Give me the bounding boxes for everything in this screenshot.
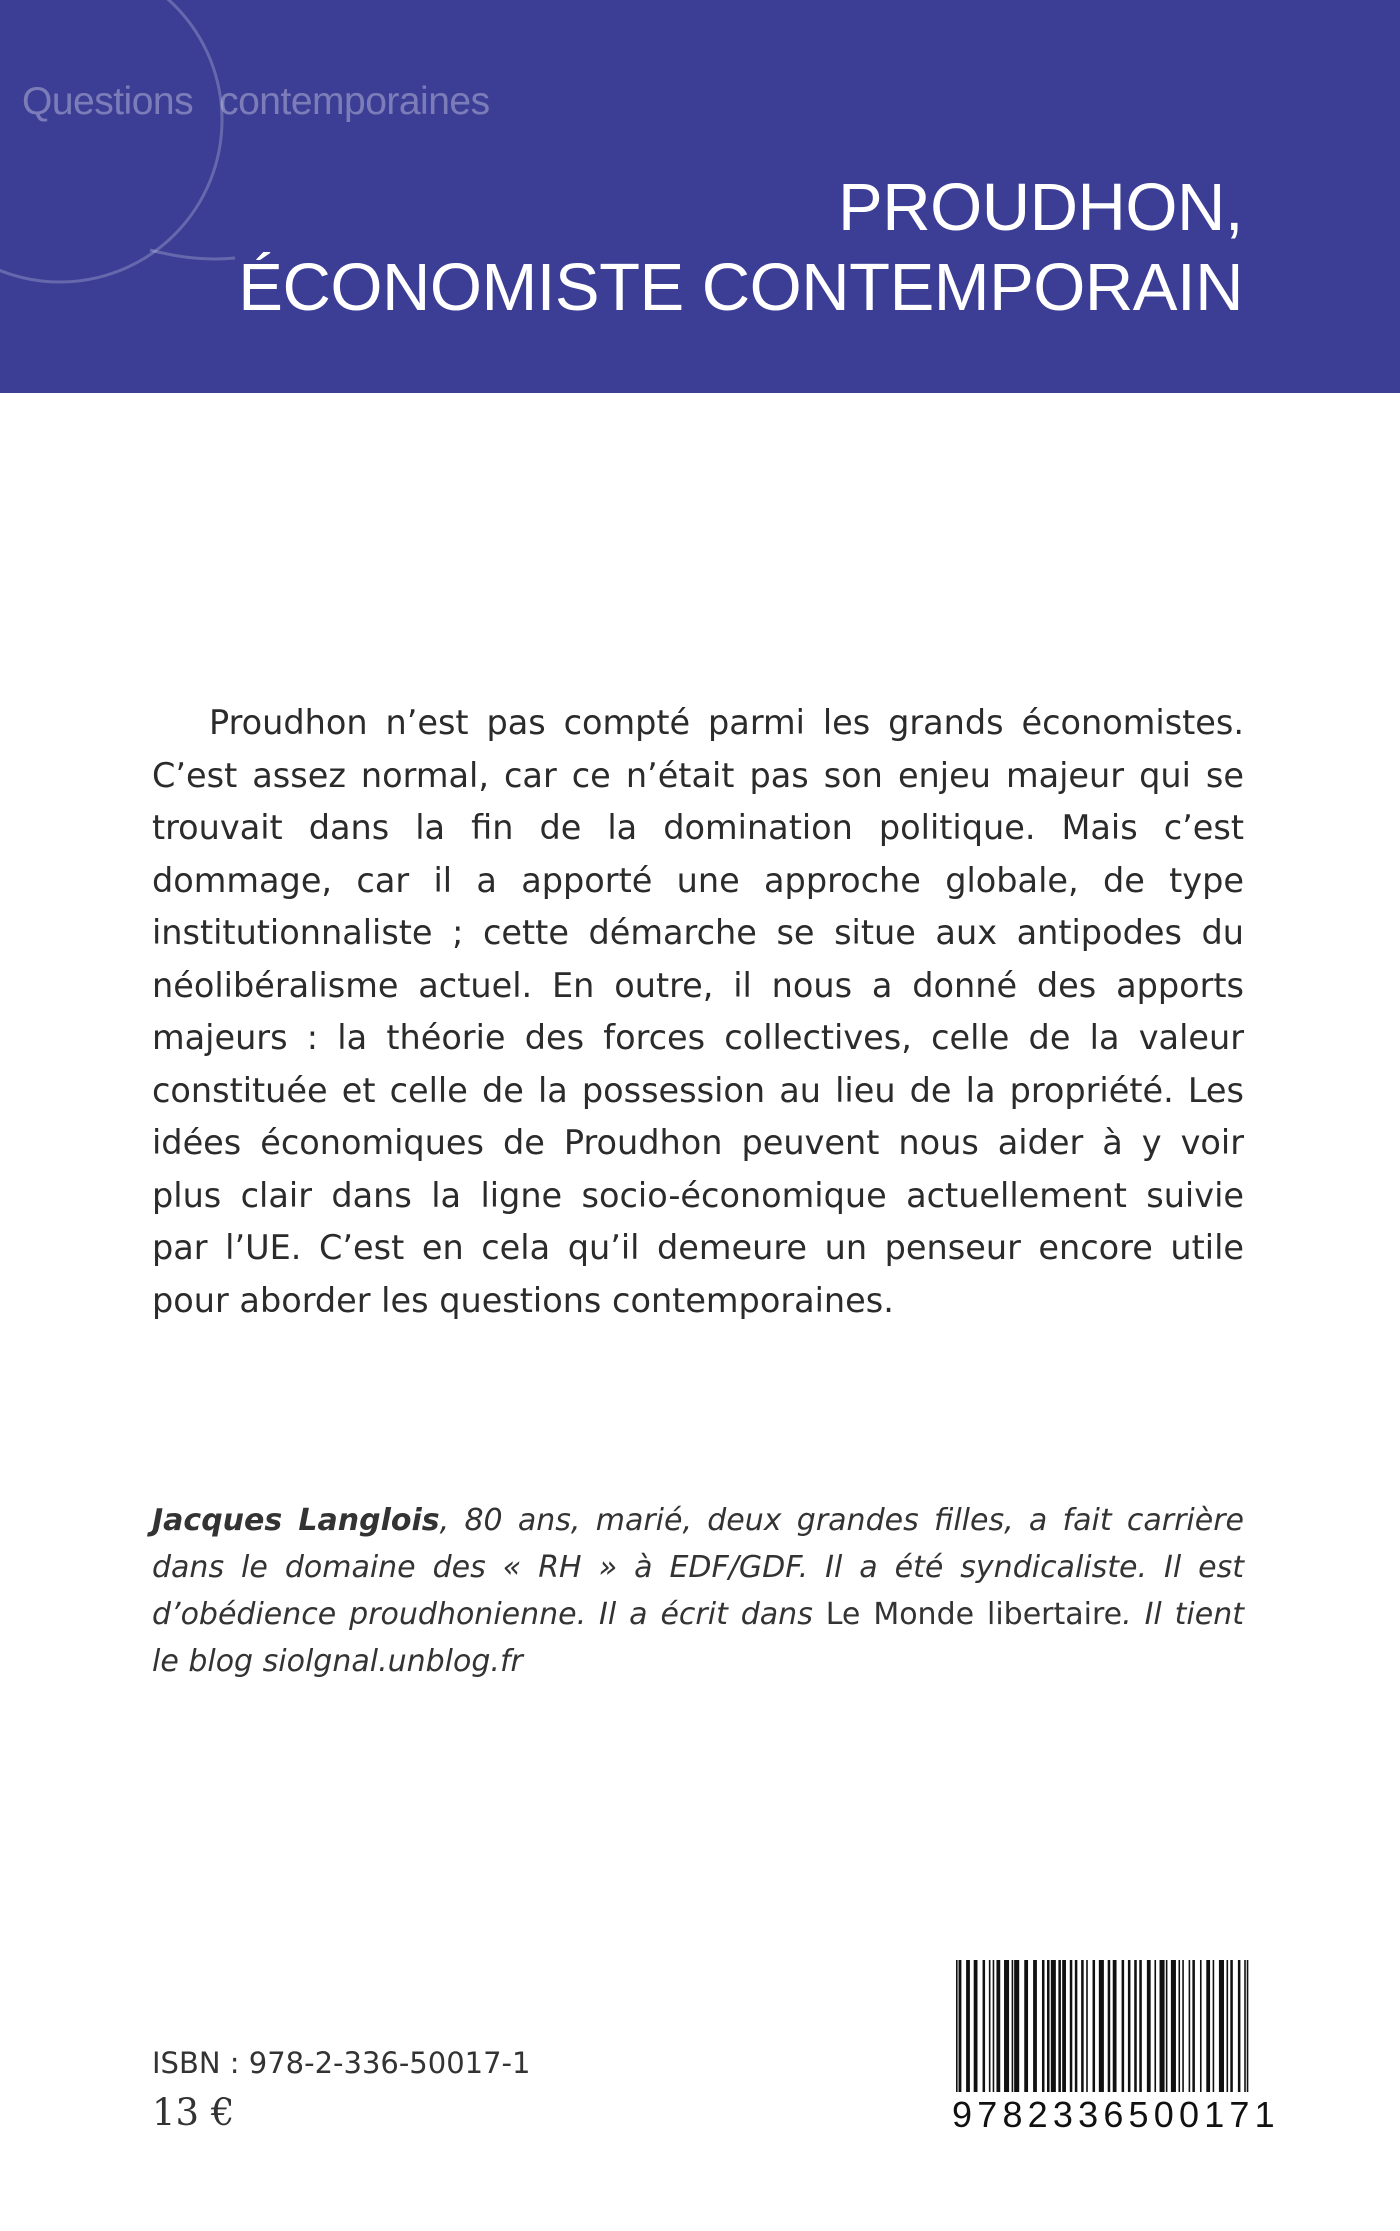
barcode-bar [983,1960,986,2092]
barcode-bar [960,1960,962,2092]
barcode-bar [1099,1960,1104,2092]
barcode-bars [952,1960,1252,2100]
barcode-bar [1182,1960,1184,2092]
barcode-bar [1238,1960,1241,2092]
barcode-bar [993,1960,995,2092]
barcode-bar [1139,1960,1142,2092]
barcode-bar [1004,1960,1009,2092]
barcode-bar [1075,1960,1078,2092]
barcode-bar [1244,1960,1246,2092]
barcode-bar [1171,1960,1176,2092]
barcode-bar [1166,1960,1168,2092]
barcode-bar [1230,1960,1233,2092]
barcode-bar [1081,1960,1084,2092]
barcode-bar [1093,1960,1096,2092]
series-name [22,80,490,124]
author-bio-text-2: . Il tient le blog siolgnal.unblog.fr [152,1597,1244,1679]
book-title [238,168,1243,328]
barcode-bar [1147,1960,1151,2092]
barcode-bar [989,1960,991,2092]
barcode-bar [1042,1960,1045,2092]
barcode-bar [1086,1960,1088,2092]
barcode-bar [1051,1960,1056,2092]
barcode-bar [1213,1960,1215,2092]
barcode-bar [996,1960,1000,2092]
barcode-bar [1128,1960,1131,2092]
book-summary: Proudhon n’est pas compté parmi les grands économistes. C’est assez normal, car ce n’était pas son enjeu majeur qui se trouvait dans la fin de la domination politique. Mais c’est dommage, car il a apporté une approche globale, de type institutionnaliste ; cette démarche se situe aux antipodes du néolibéralisme actuel. En outre, il nous a donné des apports majeurs : la théorie des forces collectives, celle de la valeur constituée et celle de la possession au lieu de la propriété. Les idées économiques de Proudhon peuvent nous aider à y voir plus clair dans la ligne socio-économique actuellement suivie par l’UE. C’est en cela qu’il demeure un penseur encore utile pour aborder les questions contemporaines. [152,703,1244,1320]
barcode-bar [1108,1960,1111,2092]
barcode-bar [1047,1960,1050,2092]
price: 13 € [152,2091,235,2134]
barcode-bar [1134,1960,1137,2092]
barcode-bar [1033,1960,1037,2092]
barcode-bar [1012,1960,1014,2092]
barcode-bar [1206,1960,1210,2092]
barcode-bar [1122,1960,1125,2092]
barcode-bar [1070,1960,1073,2092]
barcode-bar [1247,1960,1249,2092]
book-title-line-1: PROUDHON, [838,170,1243,245]
barcode-bar [1062,1960,1066,2092]
barcode-bar [1192,1960,1195,2092]
book-title-line-2: ÉCONOMISTE CONTEMPORAIN [238,250,1243,325]
barcode-bar [1219,1960,1224,2092]
barcode-bar [1200,1960,1202,2092]
series-word-1: Questions [22,80,194,123]
barcode-bar [966,1960,970,2092]
barcode-bar [1160,1960,1165,2092]
barcode-bar [1227,1960,1229,2092]
series-word-2: contemporaines [219,80,490,123]
author-name: Jacques Langlois [152,1503,440,1538]
barcode [952,1960,1280,2135]
author-bio-text-1: , 80 ans, marié, deux grandes filles, a fait carrière dans le domaine des « RH » à EDF/GDF. Il a été syndicaliste. Il est d’obédience proudhonienne. Il a écrit dans [152,1503,1244,1632]
barcode-bar [1058,1960,1061,2092]
barcode-bar [1178,1960,1180,2092]
barcode-bar [956,1960,958,2092]
barcode-bar [974,1960,978,2092]
barcode-bar [1024,1960,1028,2092]
author-bio [152,1497,1244,1685]
barcode-bar [1113,1960,1117,2092]
cover-header-band [0,0,1400,393]
barcode-bar [1154,1960,1156,2092]
isbn-line: ISBN : 978-2-336-50017-1 [152,2046,531,2080]
barcode-bar [1014,1960,1019,2092]
barcode-digits: 9782336500171 [952,2094,1280,2135]
journal-title: Le Monde libertaire [825,1597,1123,1632]
barcode-bar [1189,1960,1191,2092]
